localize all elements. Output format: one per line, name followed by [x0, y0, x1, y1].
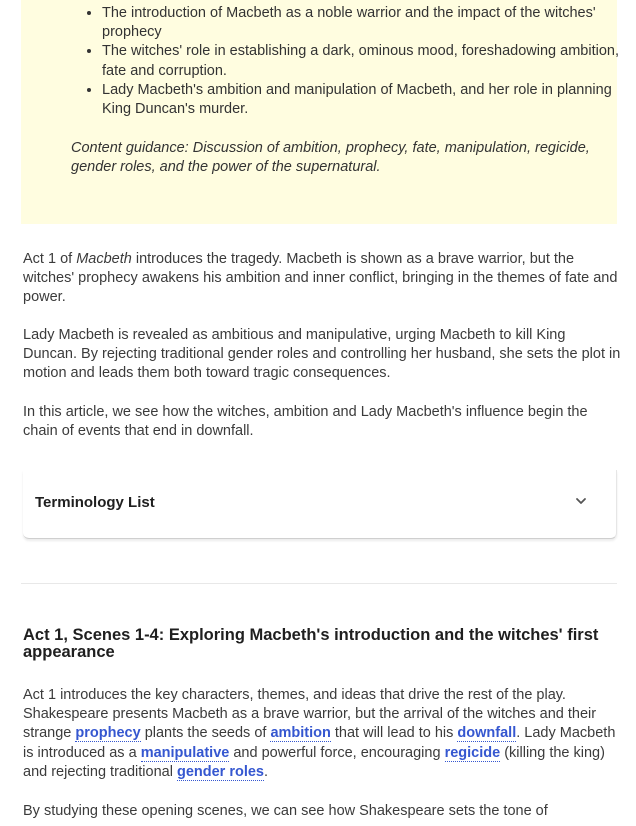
- content-guidance: Content guidance: Discussion of ambition, prophecy, fate, manipulation, regicide, gender roles, and the power of the supernatural.: [71, 140, 590, 176]
- term-link-ambition[interactable]: ambition: [270, 725, 331, 742]
- intro-paragraph-2: Lady Macbeth is revealed as ambitious and manipulative, urging Macbeth to kill King Duncan. By rejecting traditional gender roles and controlling her husband, she sets the plot in motion and leads them both toward tragic consequences.: [23, 327, 621, 382]
- list-item: • The witches' role in establishing a dark, ominous mood, foreshadowing ambition, fate and corruption.: [102, 42, 636, 80]
- term-link-downfall[interactable]: downfall: [457, 725, 517, 742]
- terminology-accordion[interactable]: [23, 470, 617, 539]
- section-heading: Act 1, Scenes 1-4: Exploring Macbeth's introduction and the witches' first appearance: [23, 626, 599, 661]
- list-item: • Lady Macbeth's ambition and manipulation of Macbeth, and her role in planning King Duncan's murder.: [102, 81, 636, 119]
- term-link-manipulative[interactable]: manipulative: [140, 744, 230, 761]
- play-title: Macbeth: [76, 251, 132, 267]
- section-paragraph: Act 1 introduces the key characters, themes, and ideas that drive the rest of the play. Shakespeare presents Macbeth as a brave warrior, but the arrival of the witches and their strange prophecy plants the seeds of ambition that will lead to his downfall. Lady Macbeth is introduced as a manipulative and powerful force, encouraging regicide (killing the king) and rejecting traditional gender roles.: [23, 687, 616, 780]
- list-item: • The introduction of Macbeth as a noble warrior and the impact of the witches' prophecy: [102, 4, 636, 42]
- term-link-prophecy[interactable]: prophecy: [75, 725, 141, 742]
- section-paragraph-2: By studying these opening scenes, we can see how Shakespeare sets the tone of: [23, 803, 548, 819]
- intro-paragraph-3: In this article, we see how the witches, ambition and Lady Macbeth's influence begin the chain of events that end in downfall.: [23, 404, 588, 440]
- objectives-list: [80, 4, 636, 119]
- term-link-regicide[interactable]: regicide: [444, 744, 501, 761]
- chevron-down-icon[interactable]: [574, 494, 588, 508]
- accordion-title: Terminology List: [35, 494, 155, 511]
- term-link-gender-roles[interactable]: gender roles: [176, 763, 264, 780]
- section-divider: [21, 583, 617, 584]
- learning-objectives-box: [21, 0, 617, 224]
- intro-paragraph: Act 1 of Macbeth introduces the tragedy. Macbeth is shown as a brave warrior, but the witches' prophecy awakens his ambition and inner conflict, bringing in the themes of fate and power.: [23, 251, 618, 306]
